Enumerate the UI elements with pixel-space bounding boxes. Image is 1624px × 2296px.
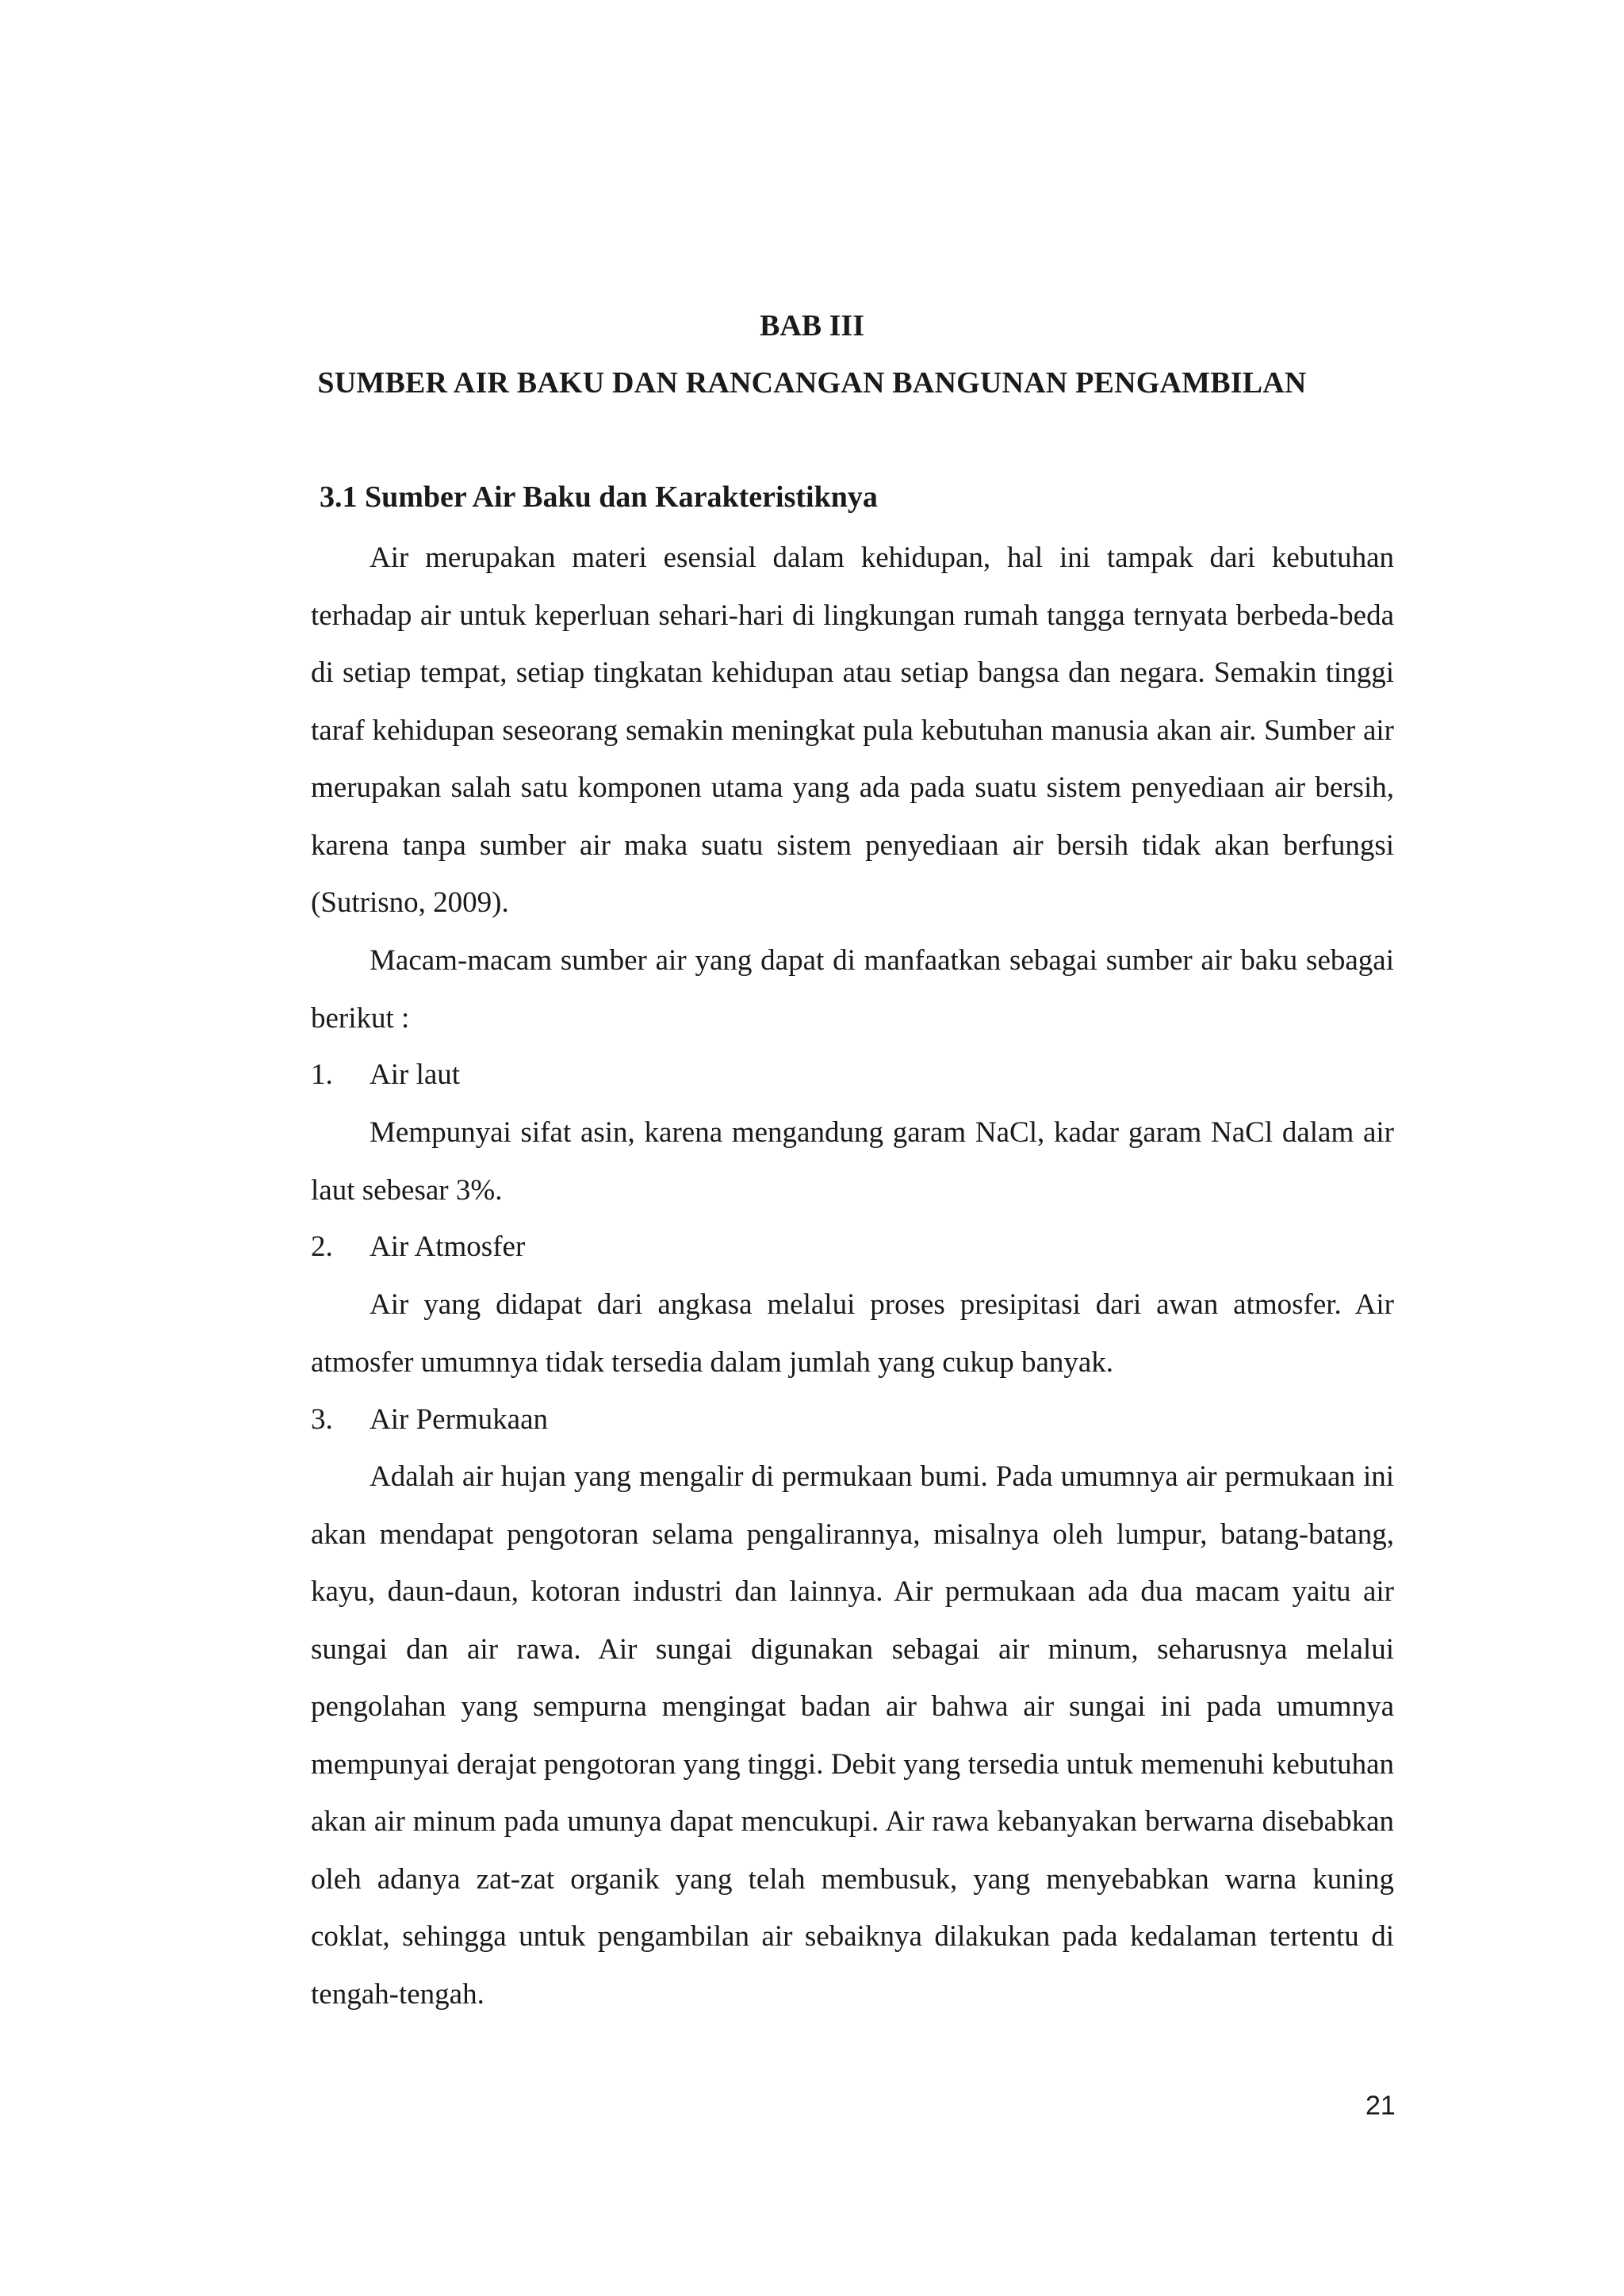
page-number: 21 <box>1365 2091 1396 2121</box>
list-item-description: Adalah air hujan yang mengalir di permukaan bumi. Pada umumnya air permukaan ini akan mendapat pengotoran selama pengalirannya, misalnya oleh lumpur, batang-batang, kayu, daun-daun, kotoran industri dan lainnya. Air permukaan ada dua macam yaitu air sungai dan air rawa. Air sungai digunakan sebagai air minum, seharusnya melalui pengolahan yang sempurna mengingat badan air bahwa air sungai ini pada umumnya mempunyai derajat pengotoran yang tinggi. Debit yang tersedia untuk memenuhi kebutuhan akan air minum pada umunya dapat mencukupi. Air rawa kebanyakan berwarna disebabkan oleh adanya zat-zat organik yang telah membusuk, yang menyebabkan warna kuning coklat, sehingga untuk pengambilan air sebaiknya dilakukan pada kedalaman tertentu di tengah-tengah. <box>311 1460 1394 2011</box>
chapter-title: SUMBER AIR BAKU DAN RANCANGAN BANGUNAN PENGAMBILAN <box>317 366 1307 400</box>
chapter-label: BAB III <box>760 309 864 342</box>
list-item-number: 3. <box>311 1403 333 1436</box>
list-item-title: Air laut <box>370 1058 461 1091</box>
section-heading: 3.1 Sumber Air Baku dan Karakteristiknya <box>320 480 878 514</box>
list-item-number: 1. <box>311 1058 333 1091</box>
list-intro-paragraph: Macam-macam sumber air yang dapat di manfaatkan sebagai sumber air baku sebagai berikut : <box>311 944 1394 1035</box>
list-item-description: Air yang didapat dari angkasa melalui proses presipitasi dari awan atmosfer. Air atmosfer umumnya tidak tersedia dalam jumlah yang cukup banyak. <box>311 1288 1394 1379</box>
list-item-heading <box>311 1391 1394 1449</box>
list-item-heading <box>311 1219 1394 1276</box>
list-item-heading <box>311 1047 1394 1104</box>
intro-paragraph: Air merupakan materi esensial dalam kehidupan, hal ini tampak dari kebutuhan terhadap air untuk keperluan sehari-hari di lingkungan rumah tangga ternyata berbeda-beda di setiap tempat, setiap tingkatan kehidupan atau setiap bangsa dan negara. Semakin tinggi taraf kehidupan seseorang semakin meningkat pula kebutuhan manusia akan air. Sumber air merupakan salah satu komponen utama yang ada pada suatu sistem penyediaan air bersih, karena tanpa sumber air maka suatu sistem penyediaan air bersih tidak akan berfungsi (Sutrisno, 2009). <box>311 541 1394 919</box>
list-item-number: 2. <box>311 1230 333 1263</box>
list-item-description: Mempunyai sifat asin, karena mengandung garam NaCl, kadar garam NaCl dalam air laut sebesar 3%. <box>311 1116 1394 1207</box>
list-item-title: Air Permukaan <box>370 1403 549 1436</box>
list-item-title: Air Atmosfer <box>370 1230 526 1263</box>
